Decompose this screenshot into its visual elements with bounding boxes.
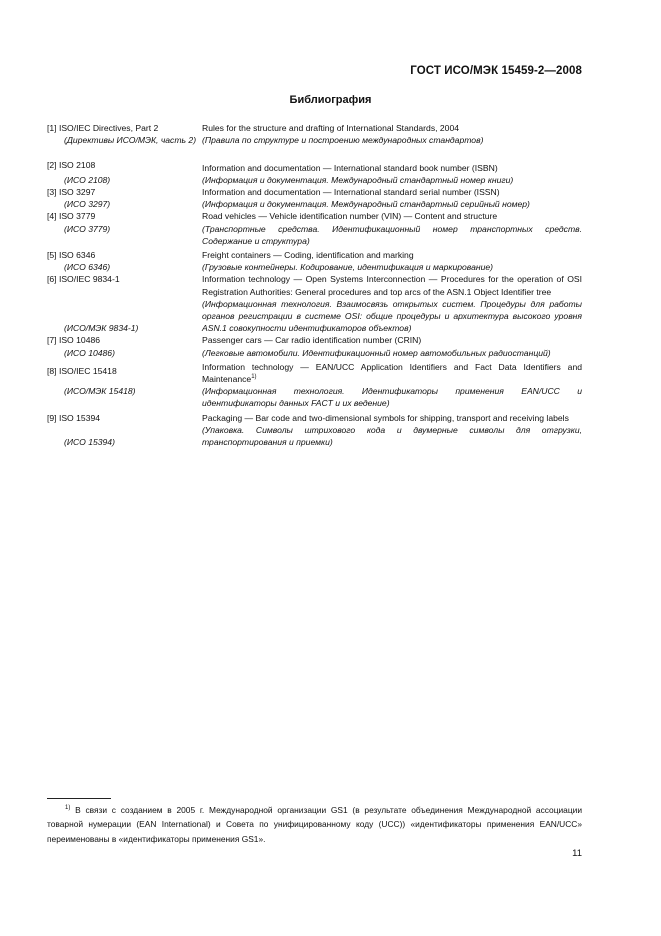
bib-title-en: Rules for the structure and drafting of International Standards, 2004 <box>202 123 460 133</box>
bib-title-ru: (Информация и документация. Международный стандартный серийный номер) <box>202 199 530 210</box>
bib-ref-ru: (ИСО 10486) <box>64 347 115 358</box>
bib-title-ru: (Правила по структуре и построению международных стандартов) <box>202 135 484 146</box>
bib-ref-ru: (ИСО 3779) <box>64 223 111 234</box>
bib-title-en: Road vehicles — Vehicle identification number (VIN) — Content and structure <box>202 211 498 222</box>
bib-title-ru: (Легковые автомобили. Идентификационный номер автомобильных радиостанций) <box>202 347 551 358</box>
bib-entry-3 <box>47 186 582 210</box>
footnote <box>47 801 582 846</box>
bib-entry-1 <box>47 122 582 159</box>
bib-ref-number: [4] ISO 3779 <box>47 211 96 222</box>
bib-title-ru: (Грузовые контейнеры. Кодирование, идентификация и маркирование) <box>202 262 494 273</box>
footnote-marker: 1) <box>65 805 71 811</box>
bib-title-en: Information technology — Open Systems Interconnection — Procedures for the operation of OSI Registration Authorities: General procedures and top arcs of the ASN.1 Object Identifier tree <box>202 274 582 297</box>
bib-entry-8 <box>47 361 582 410</box>
bib-ref-number: [1] ISO/IEC Directives, Part 2 <box>47 123 159 133</box>
bib-title-ru: (Информационная технология. Взаимосвязь открытых систем. Процедуры для работы органов регистрации в системе OSI: общие процедуры и архитектура высокого уровня ASN.1 совокупности идентификаторов объектов) <box>202 298 582 334</box>
footnote-divider <box>47 798 111 799</box>
bib-ref-number: [3] ISO 3297 <box>47 187 96 197</box>
bib-title-en: Information and documentation — International standard serial number (ISSN) <box>202 187 500 197</box>
bib-ref-number: [7] ISO 10486 <box>47 335 101 346</box>
page-number: 11 <box>572 848 582 859</box>
bib-entry-5 <box>47 249 582 273</box>
bib-ref-ru: (ИСО 6346) <box>64 262 111 273</box>
bib-ref-number: [2] ISO 2108 <box>47 159 96 170</box>
bib-ref-ru: (ИСО 3297) <box>64 199 111 210</box>
bib-title-ru: (Транспортные средства. Идентификационный номер транспортных средств. Содержание и структура) <box>202 223 582 246</box>
bib-title-en <box>202 361 582 385</box>
bibliography-title: Библиография <box>289 94 372 106</box>
bib-title-ru: (Упаковка. Символы штрихового кода и двумерные символы для отгрузки, транспортирования и приемки) <box>202 424 582 448</box>
bib-title-ru: (Информация и документация. Международный стандартный номер книги) <box>202 174 514 185</box>
bib-ref-number: [9] ISO 15394 <box>47 412 101 423</box>
bib-ref-ru: (ИСО 2108) <box>64 174 111 185</box>
bib-ref-ru: (ИСО 15394) <box>64 437 115 448</box>
bib-entry-6 <box>47 273 582 334</box>
bib-ref-number: [6] ISO/IEC 9834-1 <box>47 274 120 285</box>
bib-ref-ru: (ИСО/МЭК 15418) <box>64 386 136 397</box>
bib-entry-9 <box>47 412 582 449</box>
bib-entry-2 <box>47 159 582 186</box>
bib-title-en: Passenger cars — Car radio identification number (CRIN) <box>202 335 422 346</box>
bib-entry-4 <box>47 210 582 247</box>
bib-ref-number: [8] ISO/IEC 15418 <box>47 365 117 376</box>
bib-title-en: Information and documentation — International standard book number (ISBN) <box>202 162 498 173</box>
bib-title-en: Packaging — Bar code and two-dimensional symbols for shipping, transport and receiving labels <box>202 412 569 423</box>
bib-title-en: Freight containers — Coding, identification and marking <box>202 250 414 261</box>
bibliography-list <box>47 122 582 448</box>
bib-entry-7 <box>47 334 582 358</box>
bib-ref-number: [5] ISO 6346 <box>47 250 96 261</box>
bib-title-ru: (Информационная технология. Идентификаторы применения EAN/UCC и идентификаторы данных FACT и их ведение) <box>202 386 582 409</box>
bib-title-en-text: Information technology — EAN/UCC Application Identifiers and Fact Data Identifiers and Maintenance <box>202 361 582 385</box>
document-code: ГОСТ ИСО/МЭК 15459-2—2008 <box>410 65 582 77</box>
bib-ref-ru: (ИСО/МЭК 9834-1) <box>64 323 139 334</box>
footnote-ref: 1) <box>251 374 257 381</box>
footnote-text: В связи с созданием в 2005 г. Международной организации GS1 (в результате объединения Международной ассоциации товарной нумерации (EAN International) и Совета по унифицированному коду (UCC)) «идентификаторы применения EAN/UCC» переименованы в «идентификаторы применения GS1». <box>47 804 582 844</box>
bib-ref-ru: (Директивы ИСО/МЭК, часть 2) <box>64 135 197 146</box>
